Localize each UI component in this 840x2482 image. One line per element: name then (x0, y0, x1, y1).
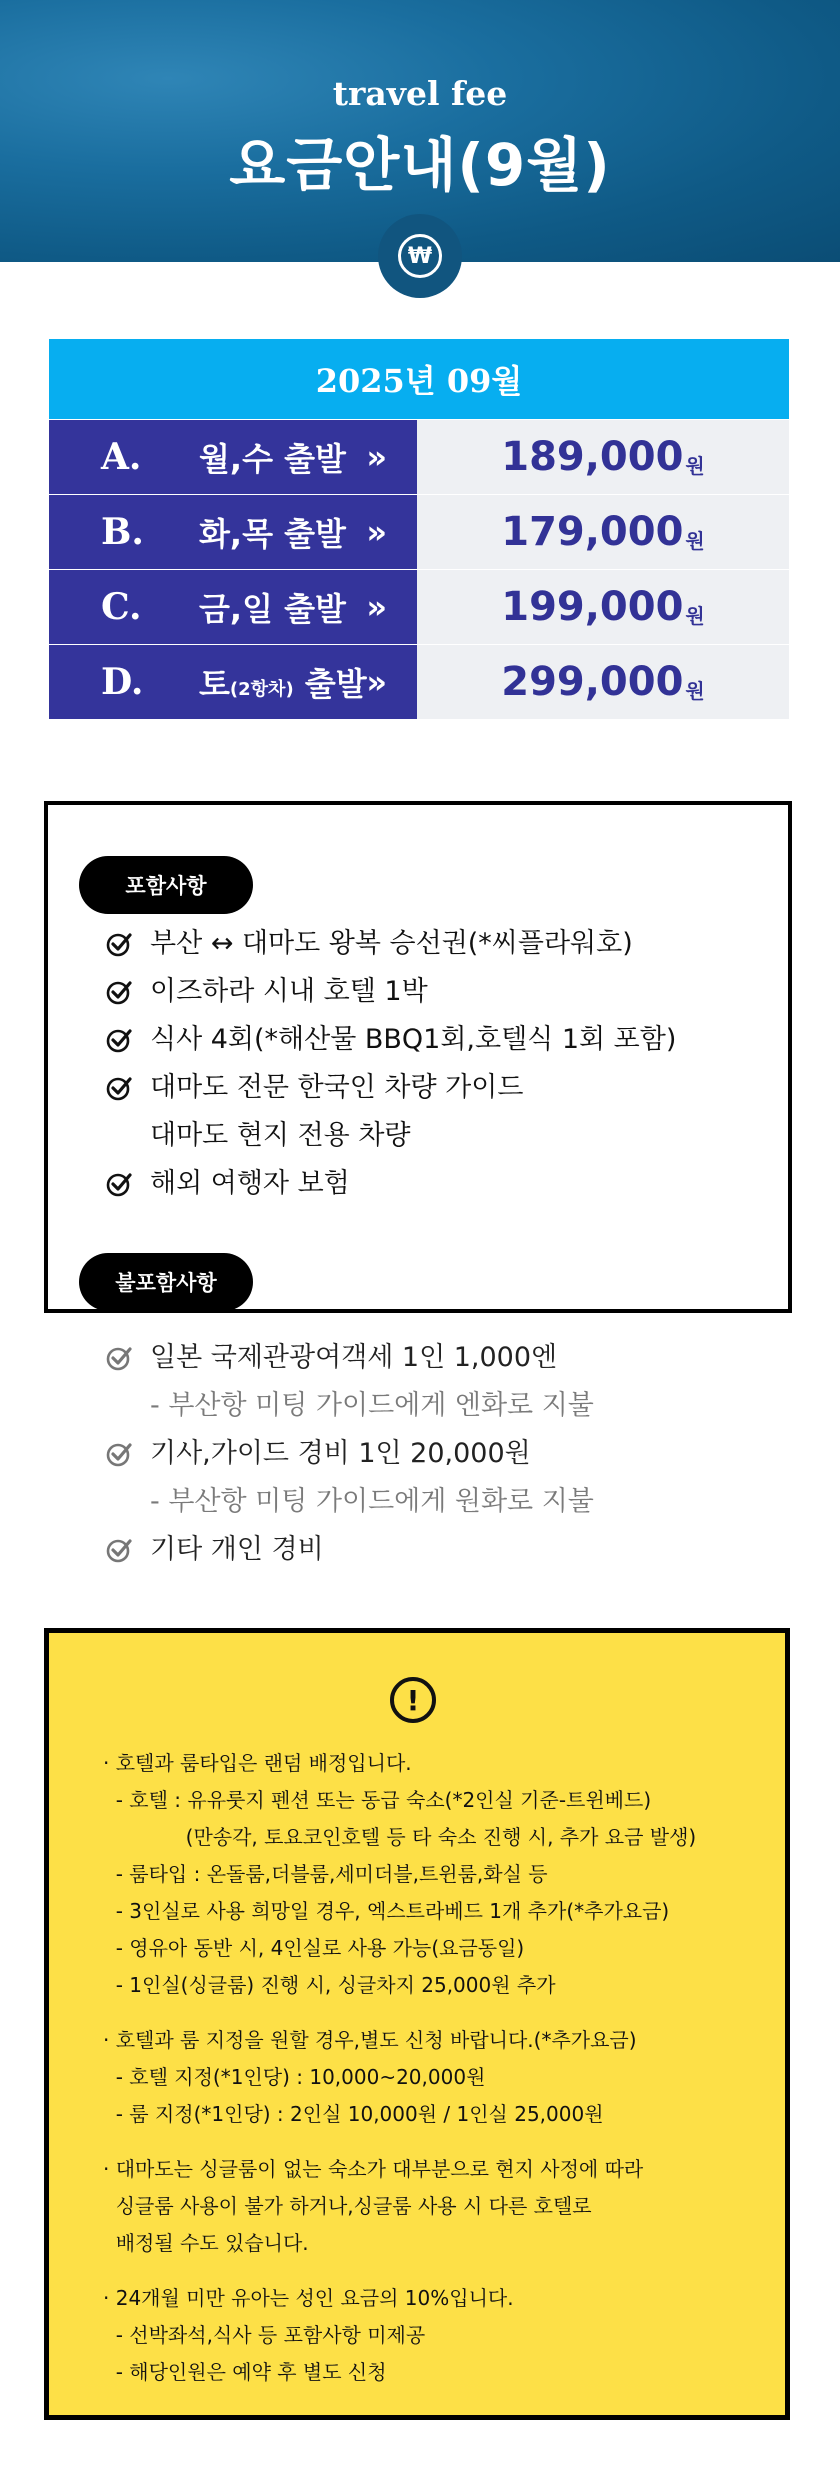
list-item (106, 1334, 594, 1430)
check-circle-icon (106, 979, 132, 1005)
won-icon: ₩ (398, 234, 442, 278)
list-item (106, 968, 676, 1016)
notice-line: - 해당인원은 예약 후 별도 신청 (103, 2360, 387, 2384)
included-heading: 포함사항 (79, 856, 253, 914)
list-item (106, 1430, 594, 1526)
price-row-label (199, 509, 346, 555)
price-row-label-cell (49, 570, 417, 644)
currency-unit: 원 (685, 453, 705, 478)
notice-line: - 룸 지정(*1인당) : 2인실 10,000원 / 1인실 25,000원 (103, 2102, 604, 2126)
check-circle-icon (106, 1441, 132, 1467)
price-row-day: 금,일 출발 (199, 590, 346, 628)
double-chevron-right-icon: » (366, 513, 387, 551)
price-value: 179,000 (501, 509, 684, 555)
page-title: 요금안내(9월) (229, 131, 611, 199)
inclusion-box (44, 801, 792, 1313)
list-item-text: 해외 여행자 보험 (150, 1168, 350, 1199)
price-row-value-cell (417, 495, 789, 569)
double-chevron-right-icon: » (366, 438, 387, 476)
price-row-letter: D. (101, 661, 144, 703)
notice-line: - 3인실로 사용 희망일 경우, 엑스트라베드 1개 추가(*추가요금) (103, 1899, 670, 1923)
check-circle-icon (106, 1345, 132, 1371)
price-value: 199,000 (501, 584, 684, 630)
list-item-subtext: - 부산항 미팅 가이드에게 엔화로 지불 (150, 1390, 594, 1421)
price-row-day: 화,목 출발 (199, 515, 346, 553)
price-row (49, 495, 789, 569)
price-row-label (199, 584, 346, 630)
won-badge (378, 214, 462, 298)
notice-line: (만송각, 토요코인호텔 등 타 숙소 진행 시, 추가 요금 발생) (103, 1825, 697, 1849)
double-chevron-right-icon: » (366, 588, 387, 626)
list-item-text: 이즈하라 시내 호텔 1박 (150, 976, 428, 1007)
list-item-subtext: - 부산항 미팅 가이드에게 원화로 지불 (150, 1486, 594, 1517)
check-circle-icon (106, 1075, 132, 1101)
double-chevron-right-icon: » (366, 663, 387, 701)
notice-line: - 1인실(싱글룸) 진행 시, 싱글차지 25,000원 추가 (103, 1973, 556, 1997)
notice-line: - 호텔 : 유유룻지 펜션 또는 동급 숙소(*2인실 기준-트윈베드) (103, 1788, 652, 1812)
list-item-subtext: 대마도 현지 전용 차량 (150, 1120, 411, 1151)
price-row-letter: C. (101, 586, 142, 628)
notice-line: - 룸타입 : 온돌룸,더블룸,세미더블,트윈룸,화실 등 (103, 1862, 548, 1886)
price-row-value-cell (417, 645, 789, 719)
price-row-value-cell (417, 570, 789, 644)
currency-unit: 원 (685, 678, 705, 703)
list-item-text: 부산 ↔ 대마도 왕복 승선권(*씨플라워호) (150, 928, 633, 959)
currency-unit: 원 (685, 528, 705, 553)
list-item-text: 기사,가이드 경비 1인 20,000원 (150, 1438, 531, 1469)
price-row (49, 645, 789, 719)
price-value: 189,000 (501, 434, 684, 480)
check-circle-icon (106, 931, 132, 957)
price-row-label (199, 659, 367, 705)
list-item (106, 1064, 676, 1160)
check-circle-icon (106, 1171, 132, 1197)
notice-line: · 24개월 미만 유아는 성인 요금의 10%입니다. (103, 2286, 514, 2310)
list-item (106, 920, 676, 968)
list-item-text: 기타 개인 경비 (150, 1534, 324, 1565)
price-row-day: 토 (199, 665, 230, 703)
notice-line: - 영유아 동반 시, 4인실로 사용 가능(요금동일) (103, 1936, 525, 1960)
notice-line: - 선박좌석,식사 등 포함사항 미제공 (103, 2323, 426, 2347)
price-row-label-cell (49, 645, 417, 719)
price-row-day: 월,수 출발 (199, 440, 346, 478)
included-list (106, 920, 676, 1208)
notice-line: · 대마도는 싱글룸이 없는 숙소가 대부분으로 현지 사정에 따라 (103, 2157, 644, 2181)
price-row (49, 420, 789, 494)
list-item-text: 일본 국제관광여객세 1인 1,000엔 (150, 1342, 558, 1373)
price-row-note: (2항차) (229, 679, 294, 700)
price-row-label-cell (49, 495, 417, 569)
price-row-letter: B. (101, 511, 144, 553)
header-subtitle: travel fee (332, 74, 508, 113)
notice-line: · 호텔과 룸 지정을 원할 경우,별도 신청 바랍니다.(*추가요금) (103, 2028, 637, 2052)
price-row-label-cell (49, 420, 417, 494)
list-item-text: 식사 4회(*해산물 BBQ1회,호텔식 1회 포함) (150, 1024, 677, 1055)
notice-box (44, 1628, 790, 2420)
notice-line: - 호텔 지정(*1인당) : 10,000~20,000원 (103, 2065, 486, 2089)
warning-icon: ! (390, 1677, 436, 1723)
price-row-label (199, 434, 346, 480)
price-row-value-cell (417, 420, 789, 494)
check-circle-icon (106, 1537, 132, 1563)
price-value: 299,000 (501, 659, 684, 705)
notice-line: 싱글룸 사용이 불가 하거나,싱글룸 사용 시 다른 호텔로 (103, 2194, 592, 2218)
notice-line: 배정될 수도 있습니다. (103, 2231, 309, 2255)
price-row-label-tail: 출발 (304, 665, 367, 703)
excluded-heading: 불포함사항 (79, 1253, 253, 1311)
list-item (106, 1160, 676, 1208)
notice-notes (103, 1745, 763, 2391)
excluded-list (106, 1334, 594, 1574)
list-item (106, 1016, 676, 1064)
notice-line: · 호텔과 룸타입은 랜덤 배정입니다. (103, 1751, 412, 1775)
check-circle-icon (106, 1027, 132, 1053)
price-row-letter: A. (101, 436, 142, 478)
list-item (106, 1526, 594, 1574)
currency-unit: 원 (685, 603, 705, 628)
list-item-text: 대마도 전문 한국인 차량 가이드 (150, 1072, 524, 1103)
price-row (49, 570, 789, 644)
price-table (49, 339, 789, 719)
price-table-heading: 2025년 09월 (49, 339, 789, 419)
price-rows (49, 420, 789, 719)
